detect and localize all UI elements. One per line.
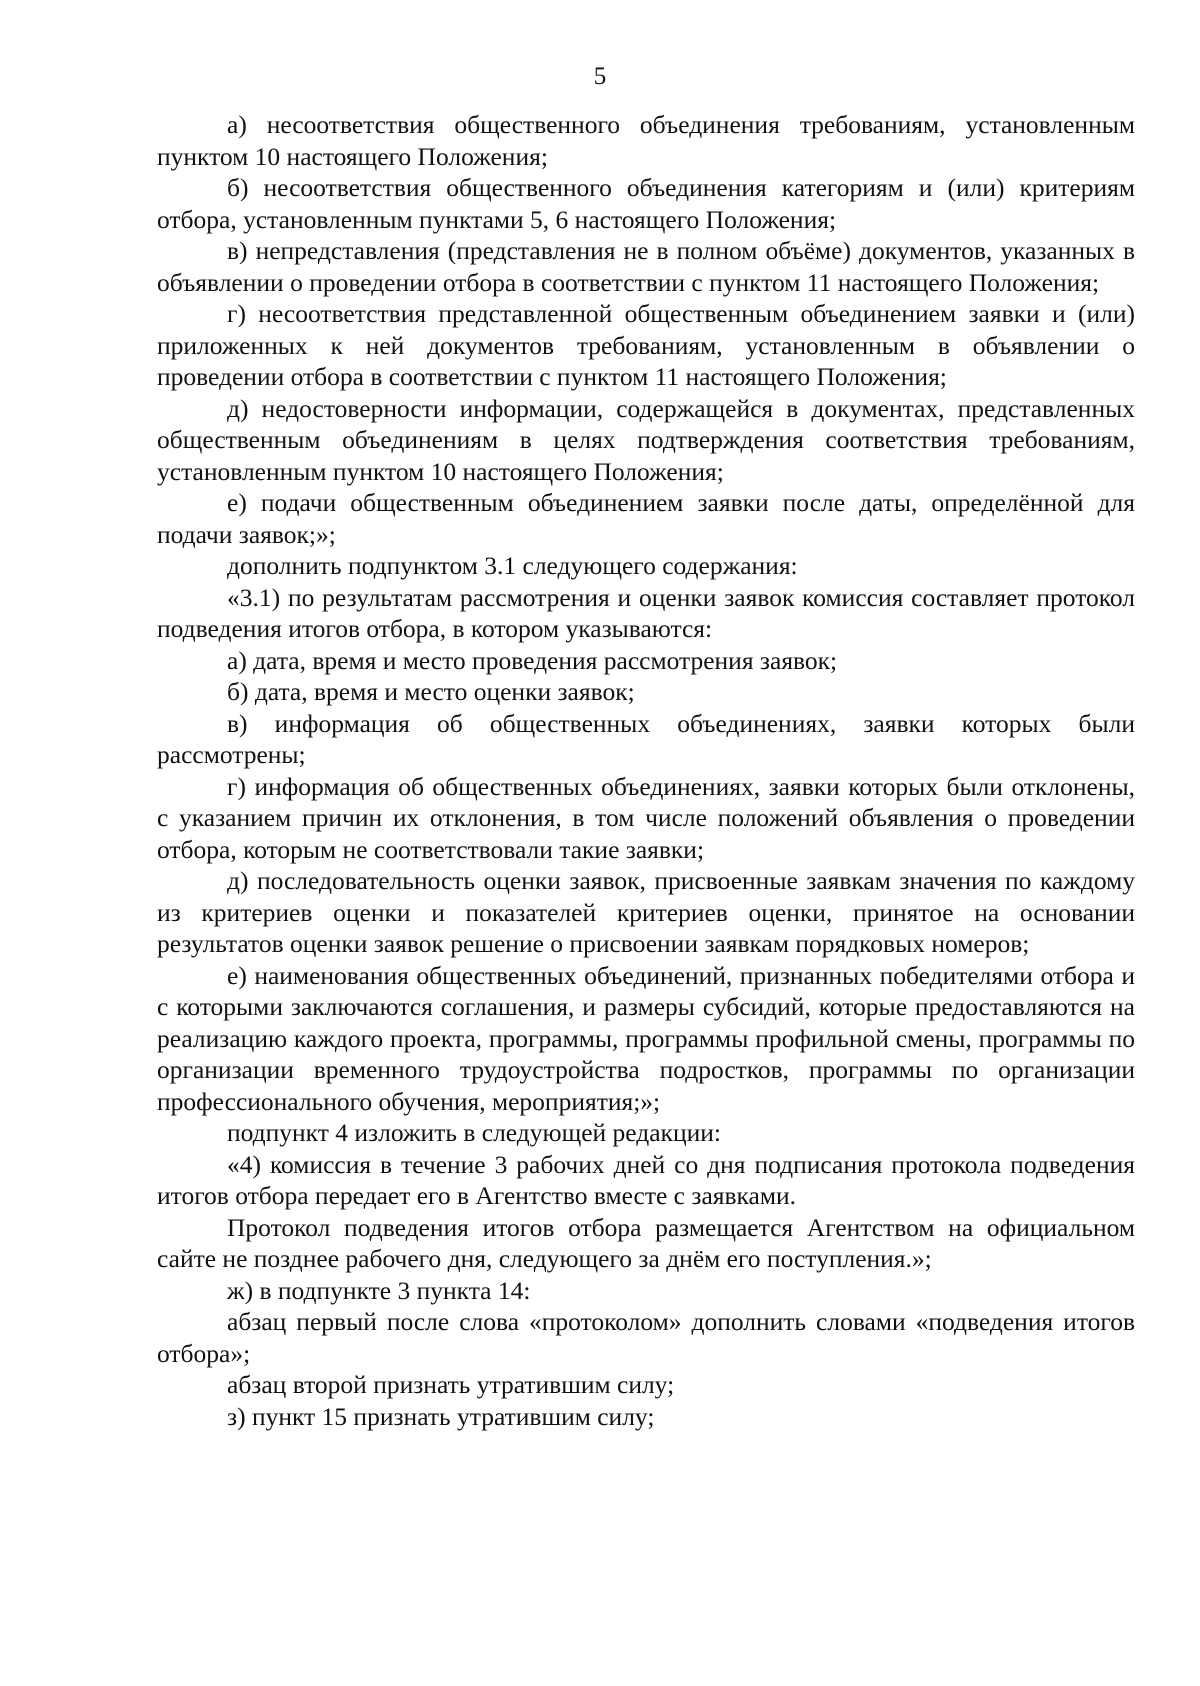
paragraph-second-abzac-void: абзац второй признать утратившим силу; (227, 1370, 675, 1399)
paragraph-b-evaluation-date: б) дата, время и место оценки заявок; (227, 677, 635, 706)
paragraph-d-evaluation-sequence: д) последовательность оценки заявок, присвоенные заявкам значения по каждому из критериев оценки и показателей критериев оценки, принятое на основании результатов оценки заявок решение о присвоении заявкам порядковых номеров; (157, 866, 1135, 958)
paragraph-v-reviewed-applicants: в) информация об общественных объединениях, заявки которых были рассмотрены; (157, 708, 1135, 769)
paragraph-g-rejected-applicants: г) информация об общественных объединениях, заявки которых были отклонены, с указанием причин их отклонения, в том числе положений объявления о проведении отбора, которым не соответствовали такие заявки; (157, 771, 1135, 864)
paragraph-v-nonsubmission-documents: в) непредставления (представления не в полном объёме) документов, указанных в объявлении о проведении отбора в соответствии с пунктом 11 настоящего Положения; (157, 236, 1135, 297)
paragraph-3-1-protocol: «3.1) по результатам рассмотрения и оценки заявок комиссия составляет протокол подведения итогов отбора, в котором указываются: (157, 582, 1135, 643)
paragraph-b-noncompliance-categories: б) несоответствия общественного объединения категориям и (или) критериям отбора, установленным пунктами 5, 6 настоящего Положения; (157, 173, 1135, 234)
paragraph-protocol-publication: Протокол подведения итогов отбора размещается Агентством на официальном сайте не позднее рабочего дня, следующего за днём его поступления.»; (157, 1212, 1135, 1273)
paragraph-g-noncompliance-application: г) несоответствия представленной общественным объединением заявки и (или) приложенных к ней документов требованиям, установленным в объявлении о проведении отбора в соответствии с пунктом 11 настоящего Положения; (157, 299, 1135, 391)
paragraph-e-late-submission: е) подачи общественным объединением заявки после даты, определённой для подачи заявок;»; (157, 488, 1135, 549)
paragraph-zh-item-14: ж) в подпункте 3 пункта 14: (227, 1275, 531, 1305)
paragraph-z-item-15-void: з) пункт 15 признать утратившим силу; (227, 1401, 655, 1431)
paragraph-first-abzac-amendment: абзац первый после слова «протоколом» дополнить словами «подведения итогов отбора»; (157, 1307, 1135, 1368)
document-body (157, 109, 1135, 1432)
paragraph-d-unreliable-information: д) недостоверности информации, содержащейся в документах, представленных общественным объединениям в целях подтверждения соответствия требованиям, установленным пунктом 10 настоящего Положения; (157, 393, 1135, 486)
page-number: 5 (593, 63, 607, 90)
paragraph-e-winners-subsidies: е) наименования общественных объединений, признанных победителями отбора и с которыми заключаются соглашения, и размеры субсидий, которые предоставляются на реализацию каждого проекта, программы, программы профильной смены, программы по организации временного трудоустройства подростков, программы по организации профессионального обучения, мероприятия;»; (157, 960, 1135, 1116)
paragraph-add-subitem-3-1: дополнить подпунктом 3.1 следующего содержания: (227, 551, 798, 580)
paragraph-a-noncompliance-requirements: а) несоответствия общественного объединения требованиям, установленным пунктом 10 настоящего Положения; (157, 110, 1135, 171)
paragraph-subitem-4-new-edition: подпункт 4 изложить в следующей редакции: (227, 1118, 721, 1147)
paragraph-a-review-date: а) дата, время и место проведения рассмотрения заявок; (227, 645, 838, 675)
paragraph-4-commission-transfer: «4) комиссия в течение 3 рабочих дней со дня подписания протокола подведения итогов отбора передает его в Агентство вместе с заявками. (157, 1149, 1135, 1210)
